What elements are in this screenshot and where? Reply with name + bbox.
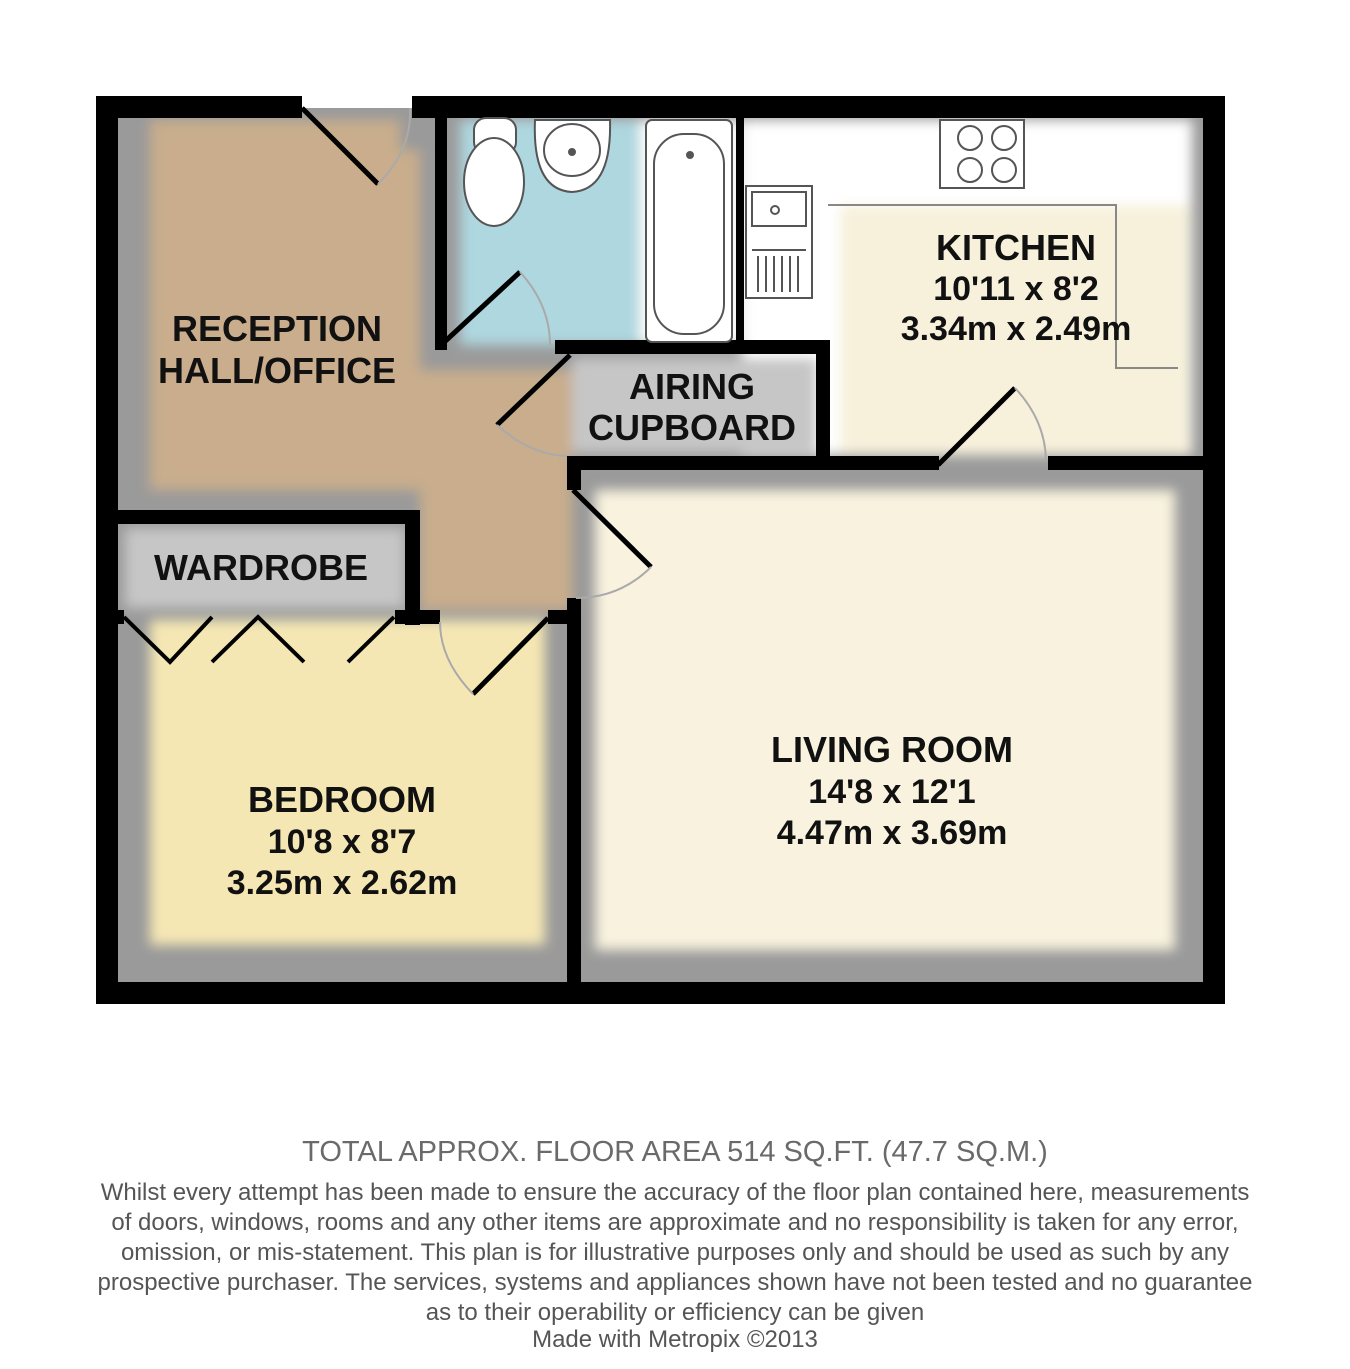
bedroom-label: BEDROOM: [248, 779, 436, 820]
living-floor: [595, 490, 1175, 950]
total-floor-area: TOTAL APPROX. FLOOR AREA 514 SQ.FT. (47.7 SQ.M.): [302, 1136, 1048, 1168]
credit: Made with Metropix ©2013: [532, 1326, 818, 1353]
disclaimer-line: as to their operability or efficiency can be given: [425, 1299, 925, 1326]
wall-wardrobe-top: [108, 510, 420, 524]
wall-top-right: [412, 96, 1225, 118]
wall-right: [1203, 96, 1225, 1004]
wall-wardrobe-right: [405, 510, 420, 625]
airing-label-line2: CUPBOARD: [587, 407, 797, 448]
wall-living-left: [567, 598, 581, 993]
wall-bottom: [96, 982, 1225, 1004]
wall-living-left-top: [567, 456, 581, 490]
wall-living-top-left: [567, 456, 939, 470]
wall-bath-left: [435, 118, 447, 350]
disclaimer-line: Whilst every attempt has been made to ensure the accuracy of the floor plan contained here, measurements: [100, 1179, 1250, 1206]
living-metric: 4.47m x 3.69m: [776, 814, 1008, 852]
bathtub-icon: [646, 120, 732, 342]
toilet-icon: [464, 118, 524, 226]
wardrobe-label: WARDROBE: [154, 547, 368, 588]
disclaimer-line: prospective purchaser. The services, systems and appliances shown have not been tested and no guarantee: [97, 1269, 1253, 1296]
kitchen-label: KITCHEN: [936, 227, 1096, 268]
airing-label-line1: AIRING: [629, 366, 755, 407]
wall-airing-right: [816, 340, 830, 464]
kitchen-imperial: 10'11 x 8'2: [933, 270, 1099, 308]
bedroom-imperial: 10'8 x 8'7: [267, 823, 417, 861]
disclaimer: [0, 1178, 1350, 1328]
reception-label-line1: RECEPTION: [171, 308, 383, 349]
wall-bedroom-right-top: [548, 610, 581, 624]
living-label: LIVING ROOM: [771, 729, 1013, 770]
hob-icon: [940, 120, 1024, 188]
kitchen-sink-icon: [746, 186, 812, 298]
kitchen-metric: 3.34m x 2.49m: [900, 310, 1132, 348]
disclaimer-line: omission, or mis-statement. This plan is for illustrative purposes only and should be used as such by any: [120, 1239, 1230, 1266]
wall-bath-right: [736, 118, 744, 343]
reception-label-line2: HALL/OFFICE: [158, 350, 396, 391]
living-imperial: 14'8 x 12'1: [808, 773, 976, 811]
wall-living-top-right: [1048, 456, 1218, 470]
bedroom-metric: 3.25m x 2.62m: [226, 864, 458, 902]
wall-wardrobe-bottom-right: [395, 610, 440, 624]
wall-wardrobe-bottom-left: [108, 610, 124, 624]
disclaimer-line: of doors, windows, rooms and any other items are approximate and no responsibility is taken for any error,: [111, 1209, 1239, 1236]
wall-left: [96, 96, 118, 1004]
reception-floor-lower: [420, 370, 572, 610]
wall-top-left: [96, 96, 302, 118]
